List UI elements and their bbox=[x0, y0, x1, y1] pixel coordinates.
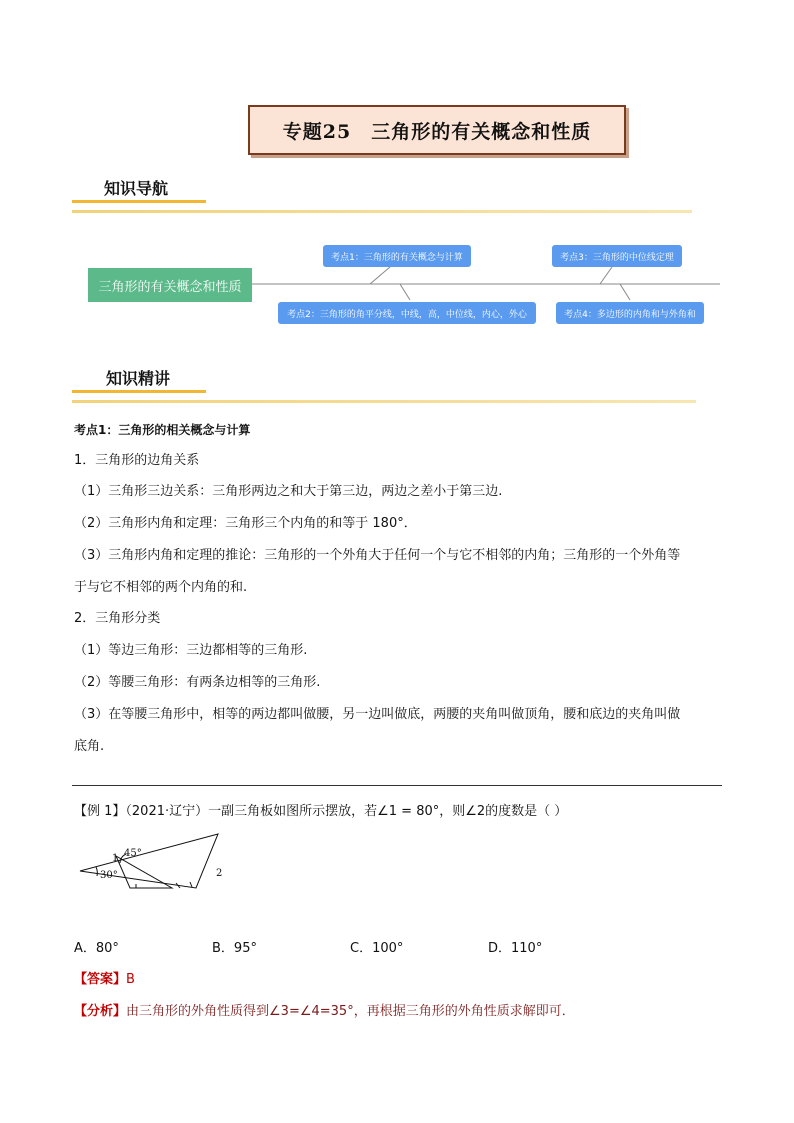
text-line: 1．三角形的边角关系 bbox=[74, 453, 200, 468]
option-c: C．100° bbox=[350, 941, 404, 956]
section-divider bbox=[72, 785, 722, 786]
page-title: 专题25 三角形的有关概念和性质 bbox=[248, 105, 626, 155]
option-b: B．95° bbox=[212, 941, 257, 956]
text-line: 底角. bbox=[74, 739, 105, 754]
example-question-text: 一副三角板如图所示摆放，若∠1 = 80°，则∠2的度数是（ ） bbox=[208, 804, 568, 819]
text-line: 于与它不相邻的两个内角的和. bbox=[74, 580, 248, 595]
mindmap-node-kaodian2: 考点2：三角形的角平分线，中线，高，中位线，内心，外心 bbox=[278, 302, 536, 324]
nav-heading: 知识导航 bbox=[104, 179, 169, 198]
mindmap-node-kaodian4: 考点4：多边形的内角和与外角和 bbox=[556, 302, 704, 324]
lecture-rule bbox=[72, 400, 696, 403]
answer-value: B bbox=[126, 972, 135, 987]
example-question bbox=[74, 802, 567, 822]
text-line: （2）等腰三角形：有两条边相等的三角形. bbox=[74, 675, 321, 690]
angle-2-label: 2 bbox=[216, 868, 223, 879]
mindmap-node-kaodian1: 考点1：三角形的有关概念与计算 bbox=[323, 245, 471, 267]
text-line: （1）等边三角形：三边都相等的三角形. bbox=[74, 643, 308, 658]
analysis-text: 由三角形的外角性质得到∠3=∠4=35°，再根据三角形的外角性质求解即可． bbox=[126, 1004, 575, 1019]
text-line: （1）三角形三边关系：三角形两边之和大于第三边，两边之差小于第三边. bbox=[74, 484, 503, 499]
answer-line bbox=[74, 970, 135, 990]
angle-45-label: 45° bbox=[124, 848, 142, 859]
mindmap-root: 三角形的有关概念和性质 bbox=[88, 268, 252, 302]
angle-1-label: 1 bbox=[112, 853, 119, 864]
example-label: 【例 1】 bbox=[74, 804, 126, 819]
lecture-heading-underline bbox=[72, 390, 206, 393]
option-d: D．110° bbox=[488, 941, 543, 956]
lecture-heading: 知识精讲 bbox=[106, 369, 171, 388]
kaodian1-title: 考点1：三角形的相关概念与计算 bbox=[74, 423, 251, 437]
angle-30-label: 30° bbox=[100, 870, 118, 881]
analysis-line bbox=[74, 1002, 575, 1022]
nav-rule bbox=[72, 210, 692, 213]
text-line: （3）在等腰三角形中，相等的两边都叫做腰，另一边叫做底，两腰的夹角叫做顶角，腰和底边的夹角叫做 bbox=[74, 707, 681, 722]
answer-options bbox=[74, 939, 626, 959]
text-line: （2）三角形内角和定理：三角形三个内角的和等于 180°． bbox=[74, 516, 417, 531]
analysis-label: 【分析】 bbox=[74, 1004, 127, 1019]
example-source: （2021·辽宁） bbox=[125, 804, 209, 819]
set-square-figure bbox=[74, 830, 244, 892]
option-a: A．80° bbox=[74, 941, 119, 956]
mindmap-node-kaodian3: 考点3：三角形的中位线定理 bbox=[552, 245, 682, 267]
nav-heading-underline bbox=[72, 200, 206, 203]
answer-label: 【答案】 bbox=[74, 972, 127, 987]
text-line: 2．三角形分类 bbox=[74, 611, 161, 626]
text-line: （3）三角形内角和定理的推论：三角形的一个外角大于任何一个与它不相邻的内角；三角形的一个外角等 bbox=[74, 548, 681, 563]
